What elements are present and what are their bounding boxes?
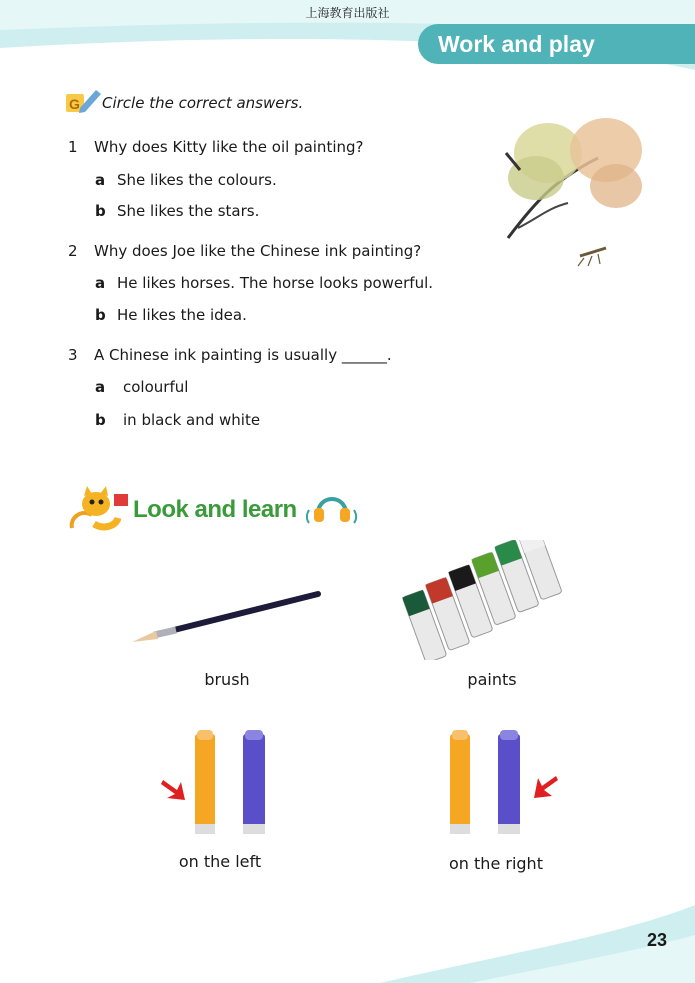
option-letter: b [95, 411, 106, 429]
question-number: 2 [68, 242, 78, 260]
svg-text:G: G [69, 96, 80, 112]
caption-paints: paints [467, 670, 517, 689]
question-text: Why does Kitty like the oil painting? [94, 138, 364, 156]
paints-image [398, 540, 568, 660]
caption-on-the-left: on the left [178, 852, 262, 871]
footer-swoosh [0, 905, 695, 983]
option-letter: b [95, 306, 106, 324]
option-letter: a [95, 378, 106, 396]
look-and-learn-title: Look and learn [133, 496, 297, 523]
page-number: 23 [646, 930, 667, 950]
publisher-name: 上海教育出版社 [305, 6, 390, 20]
option-letter: a [95, 171, 106, 189]
option-1b[interactable] [95, 202, 259, 220]
option-text: He likes horses. The horse looks powerful. [117, 274, 434, 292]
ink-painting-illustration [488, 108, 648, 278]
question-text: A Chinese ink painting is usually ______. [94, 346, 392, 364]
option-3b[interactable] [95, 411, 260, 429]
question-1 [68, 138, 363, 156]
option-text: She likes the colours. [117, 171, 277, 189]
option-text: She likes the stars. [117, 202, 260, 220]
question-text: Why does Joe like the Chinese ink painting? [94, 242, 422, 260]
option-2b[interactable] [95, 306, 247, 324]
brush-image [130, 588, 325, 648]
option-text: in black and white [123, 411, 261, 429]
option-letter: a [95, 274, 106, 292]
markers-right-image [440, 728, 565, 840]
question-3 [68, 346, 392, 364]
cat-mascot-icon [64, 484, 136, 532]
caption-brush: brush [204, 670, 250, 689]
section-title: Work and play [418, 24, 695, 64]
question-2 [68, 242, 421, 260]
headphones-audio-icon[interactable] [306, 488, 358, 526]
option-2a[interactable] [95, 274, 433, 292]
markers-left-image [155, 728, 280, 840]
option-letter: b [95, 202, 106, 220]
pencil-activity-icon [66, 88, 102, 114]
option-1a[interactable] [95, 171, 277, 189]
option-3a[interactable] [95, 378, 188, 396]
caption-on-the-right: on the right [449, 854, 543, 873]
question-number: 3 [68, 346, 78, 364]
activity-instruction: Circle the correct answers. [102, 94, 304, 112]
option-text: colourful [123, 378, 189, 396]
option-text: He likes the idea. [117, 306, 247, 324]
question-number: 1 [68, 138, 78, 156]
